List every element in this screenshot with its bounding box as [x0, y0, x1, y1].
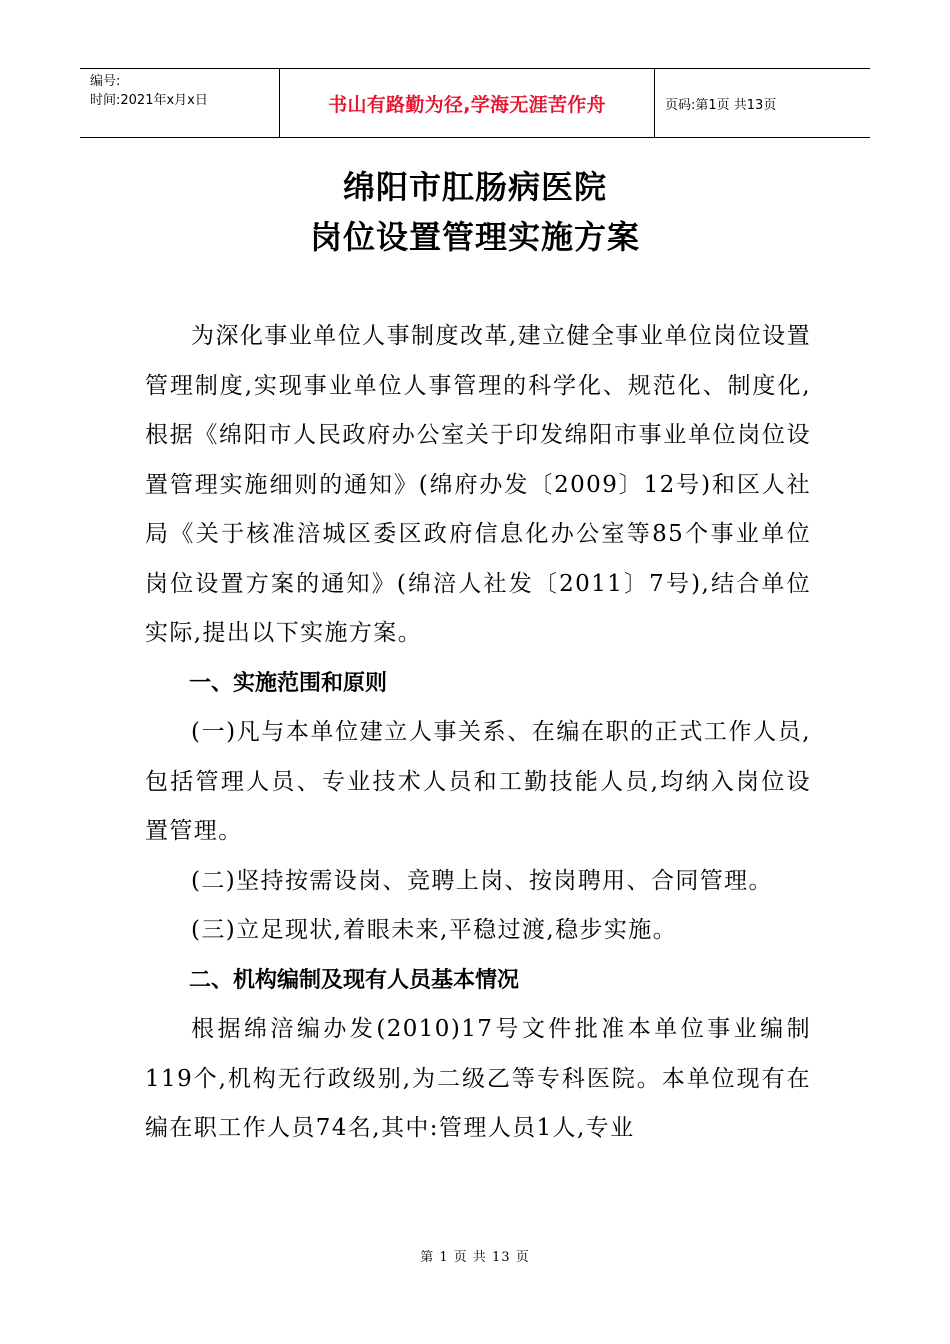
document-header [80, 68, 870, 138]
page-footer: 第 1 页 共 13 页 [420, 1250, 530, 1265]
section1-item1: (一)凡与本单位建立人事关系、在编在职的正式工作人员,包括管理人员、专业技术人员和工勤技能人员,均纳入岗位设置管理。 [145, 719, 811, 844]
header-motto: 书山有路勤为径,学海无涯苦作舟 [280, 69, 655, 137]
time-label: 时间:2021年x月x日 [90, 93, 208, 108]
section1-item3: (三)立足现状,着眼未来,平稳过渡,稳步实施。 [191, 917, 678, 943]
document-body [145, 312, 811, 1154]
section1-item2: (二)坚持按需设岗、竞聘上岗、按岗聘用、合同管理。 [191, 867, 773, 894]
section1-heading: 一、实施范围和原则 [189, 670, 388, 696]
number-label: 编号: [90, 74, 121, 89]
intro-paragraph: 为深化事业单位人事制度改革,建立健全事业单位岗位设置管理制度,实现事业单位人事管理的科学化、规范化、制度化,根据《绵阳市人民政府办公室关于印发绵阳市事业单位岗位设置管理实施细则的通知》(绵府办发〔2009〕12号)和区人社局《关于核准涪城区委区政府信息化办公室等85个事业单位岗位设置方案的通知》(绵涪人社发〔2011〕7号),结合单位实际,提出以下实施方案。 [145, 323, 811, 646]
section2-heading: 二、机构编制及现有人员基本情况 [189, 967, 520, 993]
header-meta [80, 69, 280, 137]
section2-paragraph: 根据绵涪编办发(2010)17号文件批准本单位事业编制119个,机构无行政级别,为二级乙等专科医院。本单位现有在编在职工作人员74名,其中:管理人员1人,专业 [145, 1016, 811, 1141]
document-title-line2: 岗位设置管理实施方案 [309, 218, 640, 256]
header-page-info: 页码:第1页 共13页 [665, 97, 777, 113]
document-title-line1: 绵阳市肛肠病医院 [342, 168, 607, 206]
